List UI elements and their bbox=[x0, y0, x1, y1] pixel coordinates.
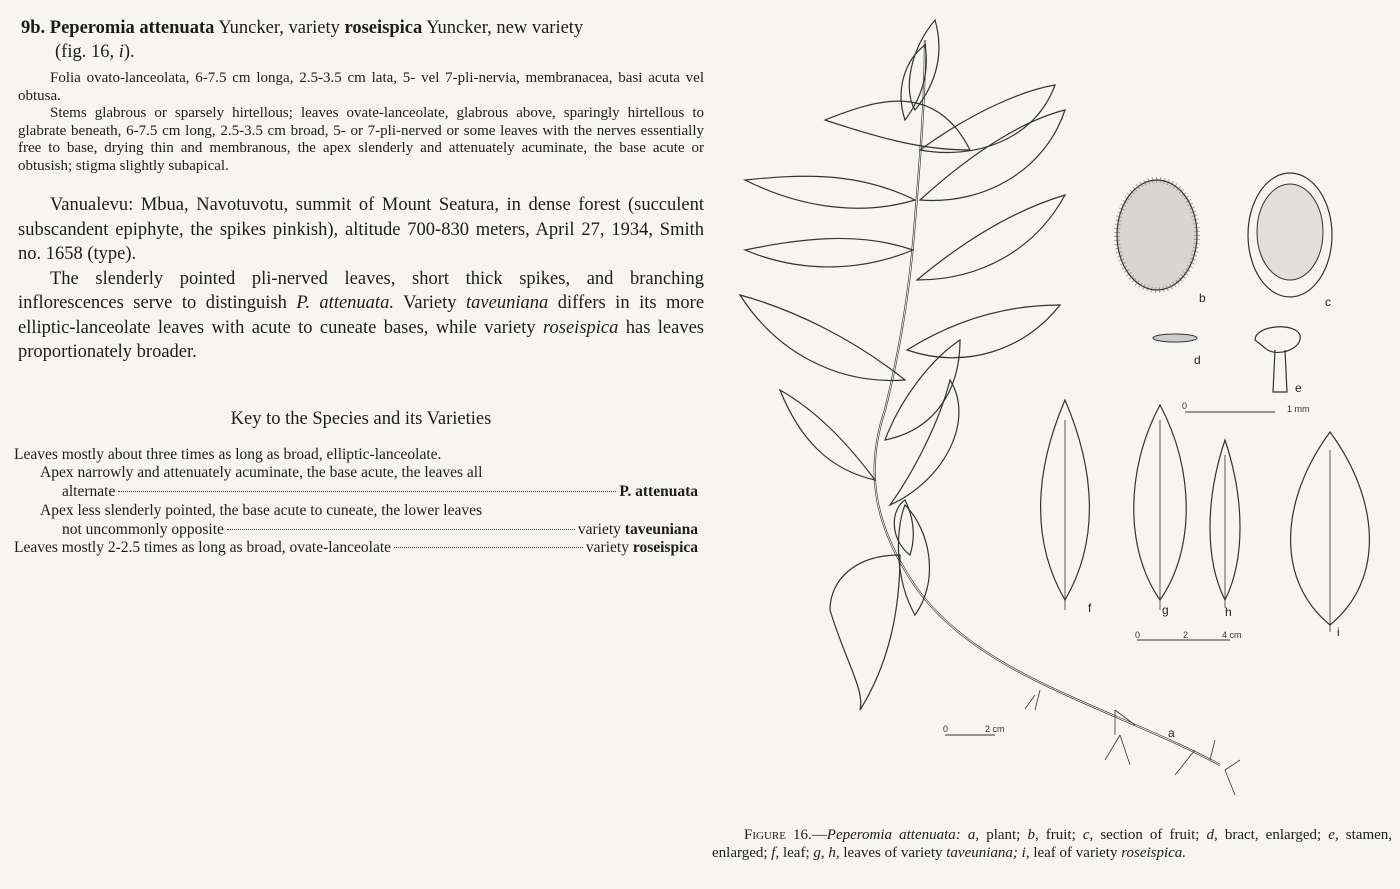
label-c: c bbox=[1325, 295, 1331, 309]
botanical-figure bbox=[735, 0, 1400, 820]
key-taxon-attenuata: P. attenuata bbox=[619, 483, 698, 501]
species-heading bbox=[18, 16, 704, 64]
plant-leaf bbox=[907, 305, 1060, 358]
plant-leaf bbox=[890, 380, 959, 505]
caption-text-f: leaf; bbox=[782, 845, 810, 861]
discussion-text-3: differs in its more elliptic-lanceolate leaves with acute to cuneate bases, while variety bbox=[18, 293, 705, 338]
dot-leader bbox=[394, 547, 583, 548]
caption-text-gh: leaves of variety bbox=[843, 845, 943, 861]
caption-var-gh: taveuniana; bbox=[946, 845, 1018, 861]
english-description: Stems glabrous or sparsely hirtellous; leaves ovate-lanceolate, glabrous above, sparingly hirtellous to glabrate beneath, 6-7.5 cm long, 2.5-3.5 cm broad, 5- or 7-pli-nerved or some leaves with the nerves essentially free to base, drying thin and membranous, the apex slenderly and attenuately acuminate, the base acute or obtusish; stigma slightly subapical. bbox=[18, 105, 704, 174]
plant-leaf bbox=[920, 85, 1055, 152]
caption-letter-d: d, bbox=[1206, 827, 1218, 843]
scale-leaves-mid: 2 bbox=[1183, 630, 1189, 640]
key-variety-prefix: variety bbox=[585, 539, 629, 557]
caption-text-e: stamen, enlarged; bbox=[712, 827, 1393, 861]
locality-paragraph: Vanualevu: Mbua, Navotuvotu, summit of Mount Seatura, in dense forest (succulent subscandent epiphyte, the spikes pinkish), altitude 700-830 meters, April 27, 1934, Smith no. 1658 (type). bbox=[18, 195, 704, 264]
latin-description: Folia ovato-lanceolata, 6-7.5 cm longa, 2.5-3.5 cm lata, 5- vel 7-pli-nervia, membranacea, basi acuta vel obtusa. bbox=[18, 70, 704, 104]
caption-var-i: roseispica. bbox=[1121, 845, 1187, 861]
stamen-drawing bbox=[1255, 327, 1300, 353]
scale-fruit-end: 1 mm bbox=[1287, 404, 1310, 414]
key-line-6 bbox=[14, 539, 698, 558]
caption-letter-i: i, bbox=[1021, 845, 1030, 861]
label-b: b bbox=[1199, 291, 1206, 305]
plant-leaf bbox=[830, 555, 900, 710]
label-a: a bbox=[1168, 726, 1175, 740]
discussion-paragraph bbox=[18, 267, 704, 365]
figure-caption bbox=[712, 826, 1392, 862]
key-line-3-text: alternate bbox=[62, 483, 116, 501]
key-title: Key to the Species and its Varieties bbox=[230, 408, 492, 429]
key-line-5-text: not uncommonly opposite bbox=[62, 520, 224, 538]
key-line-6-text: Leaves mostly 2-2.5 times as long as broad, ovate-lanceolate bbox=[14, 539, 392, 557]
plant-roots bbox=[1025, 690, 1240, 795]
plant-leaf bbox=[740, 295, 905, 380]
caption-species: Peperomia attenuata: bbox=[826, 827, 961, 843]
species-name: Peperomia attenuata bbox=[49, 18, 215, 38]
key-line-1: Leaves mostly about three times as long as broad, elliptic-lanceolate. bbox=[14, 445, 442, 463]
species-author: Yuncker, variety bbox=[218, 18, 340, 38]
species-number: 9b. bbox=[21, 18, 46, 38]
caption-text-a: plant; bbox=[986, 827, 1021, 843]
plant-leaf bbox=[745, 176, 915, 208]
caption-text-b: fruit; bbox=[1045, 827, 1076, 843]
fig-ref-open: (fig. 16, bbox=[55, 42, 115, 62]
label-g: g bbox=[1162, 603, 1169, 617]
key-taxon-taveuniana: taveuniana bbox=[624, 520, 698, 538]
plant-leaf bbox=[920, 110, 1065, 200]
key-line-3 bbox=[14, 483, 698, 502]
discussion-text-2: Variety bbox=[403, 293, 457, 313]
key-line-5 bbox=[14, 521, 698, 540]
key-line-2: Apex narrowly and attenuately acuminate, the base acute, the leaves all bbox=[40, 464, 483, 482]
plant-leaf bbox=[780, 390, 875, 480]
caption-letter-f: f, bbox=[771, 845, 780, 861]
caption-letter-a: a, bbox=[967, 827, 980, 843]
scale-leaves-start: 0 bbox=[1135, 630, 1141, 640]
discussion-text-1: The slenderly pointed pli-nerved leaves, short thick spikes, and branching inflorescences serve to distinguish bbox=[18, 268, 704, 313]
plant-stem bbox=[875, 40, 1220, 765]
caption-letter-b: b, bbox=[1027, 827, 1039, 843]
caption-figure-label: Figure 16. bbox=[744, 827, 812, 843]
key-line-4: Apex less slenderly pointed, the base acute to cuneate, the lower leaves bbox=[40, 501, 483, 519]
plant-stem-inner bbox=[875, 40, 1220, 765]
discussion-taxon-3: roseispica bbox=[543, 317, 619, 338]
dot-leader bbox=[227, 529, 575, 530]
caption-text-i: leaf of variety bbox=[1033, 845, 1118, 861]
label-h: h bbox=[1225, 605, 1232, 619]
plant-leaf bbox=[917, 195, 1065, 280]
scale-bar-leaves bbox=[1135, 630, 1242, 640]
scale-bar-plant bbox=[943, 724, 1005, 735]
variety-name: roseispica bbox=[344, 18, 423, 38]
plant-leaf bbox=[825, 101, 970, 150]
caption-letter-c: c, bbox=[1082, 827, 1094, 843]
bract-drawing bbox=[1153, 334, 1197, 342]
scale-plant-start: 0 bbox=[943, 724, 949, 734]
label-d: d bbox=[1194, 353, 1201, 367]
discussion-text-4: has leaves proportionately broader. bbox=[18, 317, 705, 362]
plant-drawing bbox=[740, 20, 1240, 795]
label-i: i bbox=[1337, 625, 1340, 639]
scale-bar-fruit bbox=[1182, 401, 1310, 414]
plant-leaf bbox=[745, 238, 913, 266]
text-column bbox=[14, 16, 705, 558]
discussion-taxon-2: taveuniana bbox=[466, 293, 549, 313]
scale-plant-end: 2 cm bbox=[985, 724, 1005, 734]
key-variety-prefix: variety bbox=[577, 520, 621, 538]
identification-key bbox=[14, 446, 698, 559]
scale-fruit-start: 0 bbox=[1182, 401, 1188, 411]
caption-text-d: bract, enlarged; bbox=[1224, 827, 1322, 843]
caption-letter-gh: g, h, bbox=[813, 845, 840, 861]
discussion-taxon-1: P. attenuata. bbox=[296, 293, 394, 313]
key-taxon-roseispica: roseispica bbox=[632, 539, 698, 557]
scale-leaves-end: 4 cm bbox=[1222, 630, 1242, 640]
dot-leader bbox=[118, 491, 616, 492]
variety-author: Yuncker, new variety bbox=[426, 18, 584, 38]
caption-dash: — bbox=[811, 827, 827, 843]
label-e: e bbox=[1295, 381, 1302, 395]
label-f: f bbox=[1088, 601, 1092, 615]
fig-ref-close: ). bbox=[123, 42, 135, 62]
caption-text-c: section of fruit; bbox=[1100, 827, 1200, 843]
caption-letter-e: e, bbox=[1328, 827, 1339, 843]
figure-reference bbox=[21, 40, 704, 64]
fig-ref-letter: i bbox=[118, 42, 124, 62]
